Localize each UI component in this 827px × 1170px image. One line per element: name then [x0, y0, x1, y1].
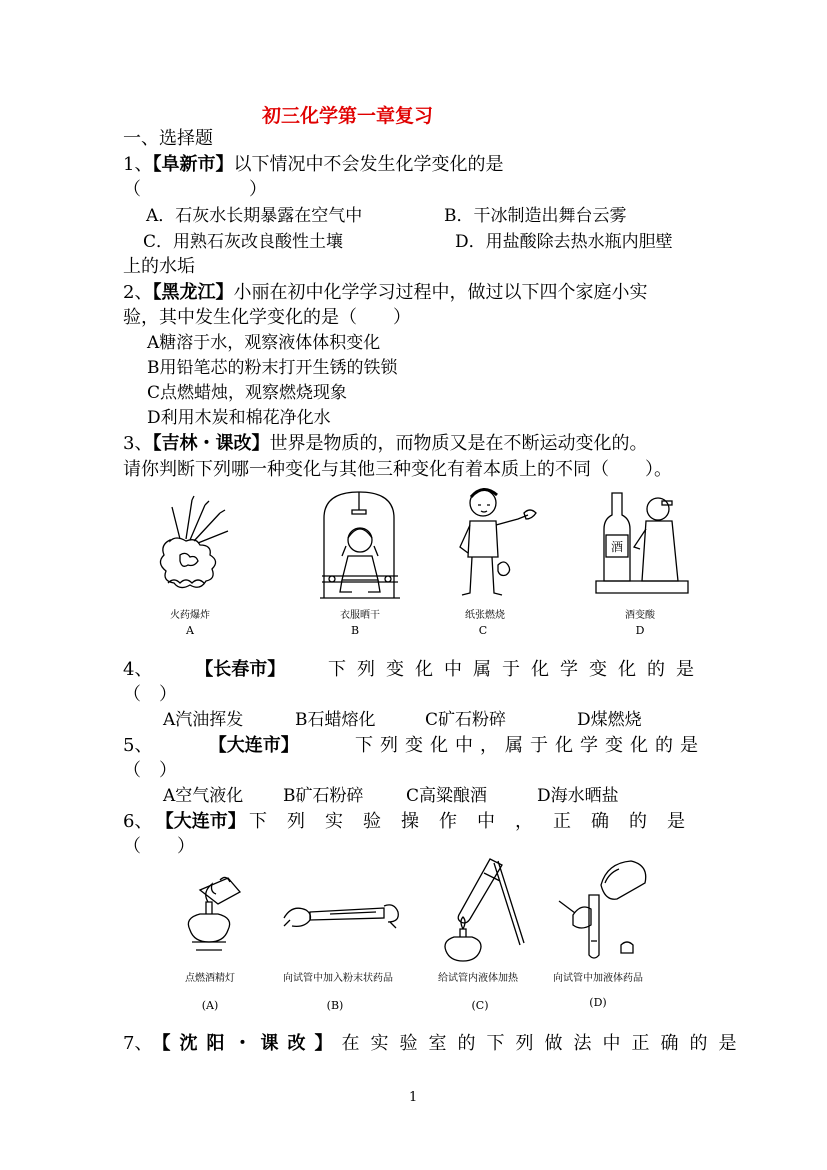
q3-figure-clothes-drying: [312, 488, 407, 603]
q3-figure-paper-burning: [448, 485, 538, 603]
q6-text: 下列实验操作中，正确的是: [248, 811, 705, 832]
q6-caption-a: 点燃酒精灯: [185, 973, 235, 984]
q7-number: 7、: [123, 1033, 153, 1054]
q3-figure-explosion: [150, 495, 230, 600]
section-heading: 一、选择题: [123, 128, 213, 149]
page-number: 1: [409, 1090, 418, 1105]
q2-option-a: A糖溶于水，观察液体体积变化: [147, 333, 381, 353]
q6-figure-adding-powder: [280, 890, 400, 940]
q6-figure-lighting-lamp: [170, 870, 250, 960]
q1-option-d-continued: 上的水垢: [123, 256, 195, 277]
q4-source: 【长春市】: [195, 659, 286, 680]
q6-caption-b: 向试管中加入粉末状药品: [283, 973, 393, 984]
q1-option-b: B．干冰制造出舞台云雾: [444, 206, 627, 226]
question-4: [123, 657, 705, 683]
q3-caption-a: 火药爆炸: [170, 610, 210, 621]
q6-letter-c: (C): [471, 999, 489, 1012]
q1-number: 1、: [123, 154, 153, 175]
q1-option-d: D．用盐酸除去热水瓶内胆壁: [455, 232, 673, 252]
q7-source: 【沈阳・课改】: [152, 1033, 342, 1054]
q1-text: 以下情况中不会发生化学变化的是: [233, 154, 504, 175]
q2-option-c: C点燃蜡烛，观察燃烧现象: [147, 383, 348, 403]
q3-text: 世界是物质的，而物质又是在不断运动变化的。: [269, 433, 648, 454]
q4-text: 下列变化中属于化学变化的是: [327, 659, 705, 680]
q2-text-line2: 验，其中发生化学变化的是（ ）: [123, 307, 411, 328]
q6-letter-a: (A): [201, 999, 219, 1012]
q4-option-b: B石蜡熔化: [295, 710, 376, 730]
question-2: [123, 280, 647, 306]
q3-letter-a: A: [186, 624, 194, 637]
q6-caption-c: 给试管内液体加热: [438, 973, 518, 984]
q5-number: 5、: [123, 735, 153, 756]
q3-caption-d: 酒变酸: [625, 610, 655, 621]
q2-option-b: B用铅笔芯的粉末打开生锈的铁锁: [147, 358, 398, 378]
page-title: 初三化学第一章复习: [262, 105, 434, 127]
q4-answer-bracket: （ ）: [123, 684, 177, 705]
q3-source: 【吉林・课改】: [152, 433, 270, 454]
question-5: [123, 733, 705, 759]
q1-option-c: C．用熟石灰改良酸性土壤: [143, 232, 344, 252]
q3-bottle-label: 酒: [610, 540, 624, 554]
q3-caption-c: 纸张燃烧: [465, 610, 505, 621]
q5-option-a: A空气液化: [163, 786, 244, 806]
q6-letter-d: (D): [589, 996, 607, 1009]
question-7: [123, 1031, 748, 1057]
q6-number: 6、: [123, 811, 153, 832]
q2-source: 【黑龙江】: [152, 282, 234, 303]
q7-text: 在实验室的下列做法中正确的是: [341, 1033, 748, 1054]
question-6: [123, 809, 705, 835]
q5-text: 下列变化中，属于化学变化的是: [354, 735, 705, 756]
q3-number: 3、: [123, 433, 153, 454]
q3-caption-b: 衣服晒干: [340, 610, 380, 621]
q4-number: 4、: [123, 659, 153, 680]
q5-option-d: D海水晒盐: [537, 786, 619, 806]
q6-source: 【大连市】: [155, 811, 246, 832]
q3-letter-b: B: [350, 624, 360, 637]
q3-text-line2: 请你判断下列哪一种变化与其他三种变化有着本质上的不同（ ）。: [123, 459, 672, 480]
q4-option-a: A汽油挥发: [163, 710, 244, 730]
q6-figure-adding-liquid: [545, 855, 655, 960]
question-3: [123, 431, 647, 457]
q5-option-b: B矿石粉碎: [283, 786, 364, 806]
q2-text: 小丽在初中化学学习过程中，做过以下四个家庭小实: [233, 282, 648, 303]
q5-option-c: C高粱酿酒: [406, 786, 488, 806]
q5-answer-bracket: （ ）: [123, 760, 177, 781]
q3-letter-d: D: [635, 624, 645, 637]
q2-number: 2、: [123, 282, 153, 303]
q1-source: 【阜新市】: [152, 154, 234, 175]
q6-figure-heating-liquid: [428, 855, 528, 965]
q4-option-d: D煤燃烧: [577, 710, 642, 730]
question-1: [123, 152, 503, 178]
q4-option-c: C矿石粉碎: [425, 710, 507, 730]
q6-letter-b: (B): [326, 999, 344, 1012]
q6-caption-d: 向试管中加液体药品: [553, 973, 643, 984]
q2-option-d: D利用木炭和棉花净化水: [147, 408, 331, 428]
q1-answer-bracket: （ ）: [123, 179, 267, 200]
q6-answer-bracket: （ ）: [123, 836, 195, 857]
q5-source: 【大连市】: [208, 735, 299, 756]
q3-figure-wine-souring: [592, 485, 692, 597]
q3-letter-c: C: [478, 624, 488, 637]
q1-option-a: A．石灰水长期暴露在空气中: [146, 206, 363, 226]
